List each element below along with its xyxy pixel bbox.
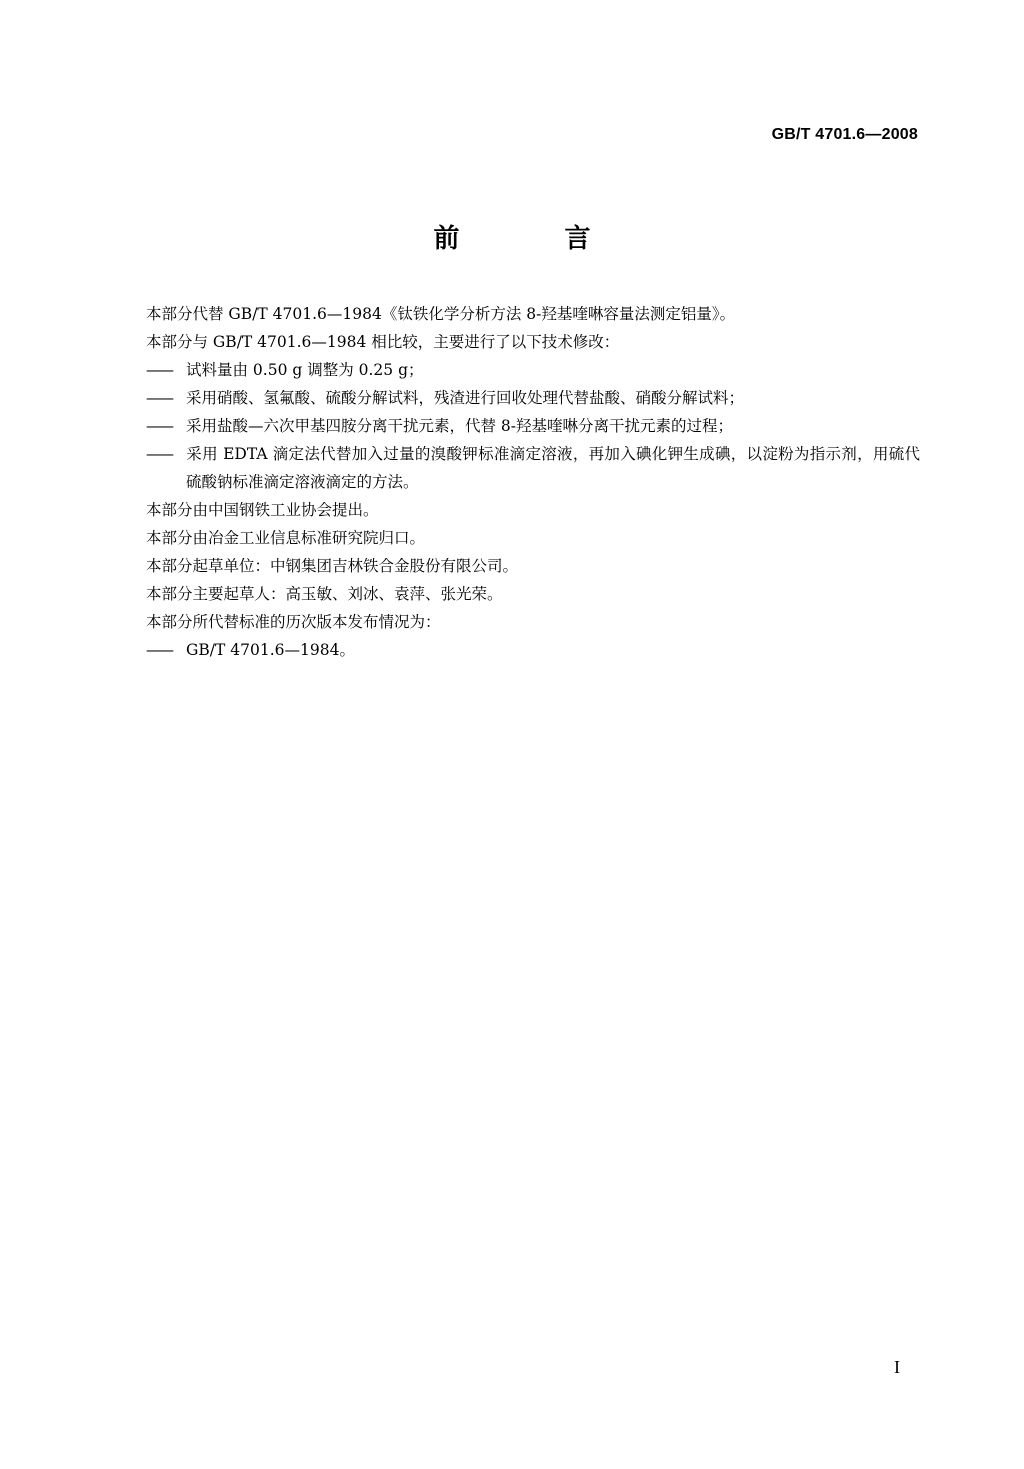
change-item-text: 采用盐酸—六次甲基四胺分离干扰元素，代替 8-羟基喹啉分离干扰元素的过程； bbox=[186, 417, 734, 435]
previous-version-item bbox=[146, 636, 920, 664]
previous-version-text: GB/T 4701.6—1984。 bbox=[186, 641, 355, 659]
comparison-statement: 本部分与 GB/T 4701.6—1984 相比较，主要进行了以下技术修改： bbox=[146, 333, 620, 351]
dash-marker: —— bbox=[146, 417, 171, 435]
replacement-statement: 本部分代替 GB/T 4701.6—1984《钛铁化学分析方法 8-羟基喹啉容量法测定铝量》。 bbox=[146, 305, 736, 323]
change-item bbox=[146, 412, 920, 440]
foreword-body bbox=[146, 300, 920, 664]
previous-versions-heading: 本部分所代替标准的历次版本发布情况为： bbox=[146, 613, 441, 631]
change-item bbox=[146, 440, 920, 496]
administrator-line: 本部分由冶金工业信息标准研究院归口。 bbox=[146, 529, 426, 547]
change-item bbox=[146, 384, 920, 412]
page-number: I bbox=[894, 1357, 900, 1377]
drafting-unit-line: 本部分起草单位：中钢集团吉林铁合金股份有限公司。 bbox=[146, 557, 519, 575]
change-item-text: 采用 EDTA 滴定法代替加入过量的溴酸钾标准滴定溶液，再加入碘化钾生成碘，以淀粉为指示剂，用硫代硫酸钠标准滴定溶液滴定的方法。 bbox=[186, 445, 920, 491]
dash-marker: —— bbox=[146, 389, 171, 407]
proposer-line: 本部分由中国钢铁工业协会提出。 bbox=[146, 501, 379, 519]
dash-marker: —— bbox=[146, 445, 171, 463]
drafters-line: 本部分主要起草人：高玉敏、刘冰、袁萍、张光荣。 bbox=[146, 585, 503, 603]
standard-number: GB/T 4701.6—2008 bbox=[771, 126, 918, 143]
change-item-text: 采用硝酸、氢氟酸、硫酸分解试料，残渣进行回收处理代替盐酸、硝酸分解试料； bbox=[186, 389, 745, 407]
change-item bbox=[146, 356, 920, 384]
page-title: 前 言 bbox=[433, 224, 639, 254]
change-item-text: 试料量由 0.50 g 调整为 0.25 g； bbox=[186, 361, 424, 379]
dash-marker: —— bbox=[146, 641, 171, 659]
dash-marker: —— bbox=[146, 361, 171, 379]
